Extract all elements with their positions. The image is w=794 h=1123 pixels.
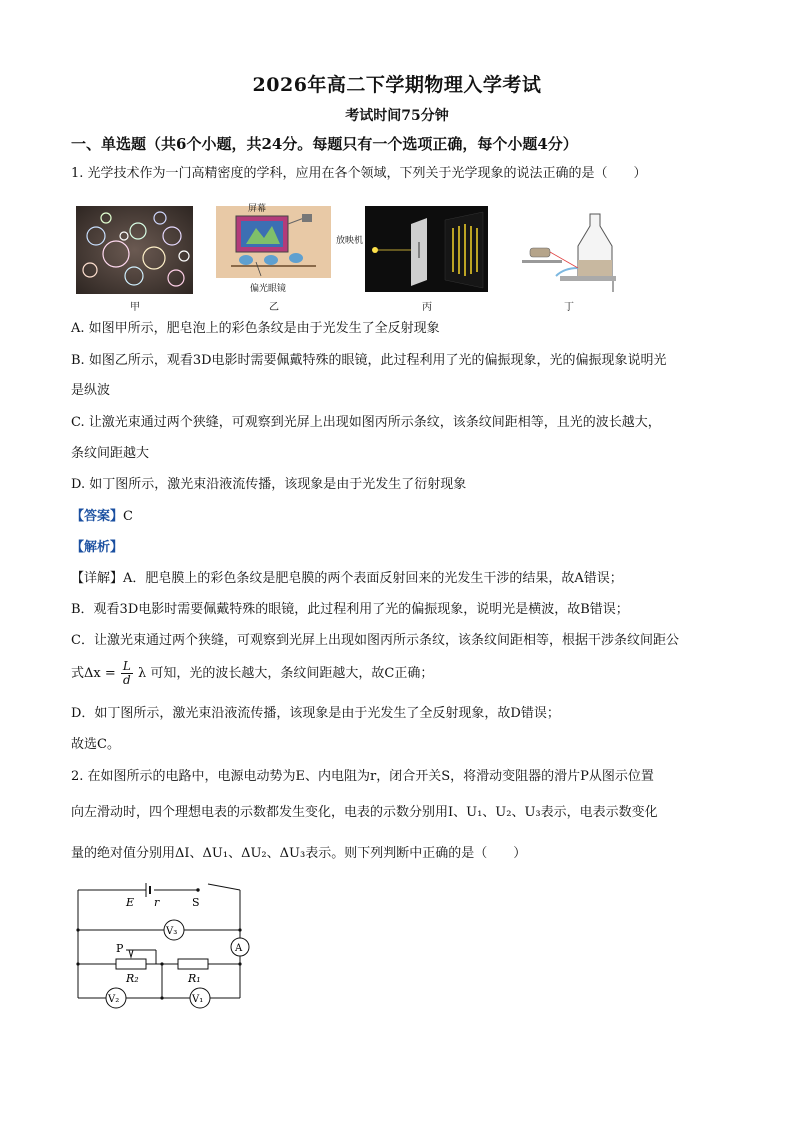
fig-soap-bubbles [76,206,193,294]
caption-jia: 甲 [130,302,140,313]
label-V3: V₃ [166,926,178,937]
label-screen: 屏幕 [248,204,267,214]
q1-stem: 1. 光学技术作为一门高精密度的学科，应用在各个领域，下列关于光学现象的说法正确的是（ ） [71,166,647,181]
label-glasses: 偏光眼镜 [250,284,287,294]
formula-prefix: 式Δx = [71,666,116,681]
analysis-c-line1: C．让激光束通过两个狭缝，可观察到光屏上出现如图丙所示条纹，该条纹间距相等，根据干涉条纹间距公 [71,633,679,648]
q1-option-b-line2: 是纵波 [71,383,111,398]
label-V2: V₂ [108,994,120,1005]
label-projector: 放映机 [336,236,364,246]
caption-bing: 丙 [422,302,432,313]
answer-label: 【答案】 [71,509,124,524]
analysis-c-line2 [71,660,433,687]
q1-option-d: D. 如丁图所示，激光束沿液流传播，该现象是由于光发生了衍射现象 [71,477,467,492]
analysis-d: D．如丁图所示，激光束沿液流传播，该现象是由于光发生了全反射现象，故D错误； [71,706,560,721]
page-title: 2026年高二下学期物理入学考试 [252,74,542,96]
q1-figures [76,206,636,311]
analysis-b: B．观看3D电影时需要佩戴特殊的眼镜，此过程利用了光的偏振现象，说明光是横波，故B错误； [71,602,629,617]
q2-circuit-diagram [74,880,254,1010]
q2-line3: 量的绝对值分别用ΔI、ΔU₁、ΔU₂、ΔU₃表示。则下列判断中正确的是（ ） [71,846,527,861]
label-R1: R₁ [188,972,201,985]
fig-laser-water [520,206,620,292]
q1-option-a: A. 如图甲所示，肥皂泡上的彩色条纹是由于光发生了全反射现象 [71,321,440,336]
answer-value: C [123,509,133,524]
q1-option-c-line1: C. 让激光束通过两个狭缝，可观察到光屏上出现如图丙所示条纹，该条纹间距相等，且光的波长越大， [71,415,661,430]
fraction-L-over-d [121,660,133,687]
q2-line1: 2. 在如图所示的电路中，电源电动势为E、内电阻为r，闭合开关S，将滑动变阻器的滑片P从图示位置 [71,769,654,784]
formula-suffix: λ 可知，光的波长越大，条纹间距越大，故C正确； [138,666,434,681]
label-S: S [192,896,200,909]
fig-3d-movie [216,206,331,278]
section-heading: 一、单选题（共6个小题，共24分。每题只有一个选项正确，每个小题4分） [71,135,578,153]
fig-double-slit [365,206,488,292]
analysis-label: 【解析】 [71,540,124,555]
label-V1: V₁ [192,994,204,1005]
exam-duration: 考试时间75分钟 [345,108,449,124]
q1-answer [71,508,133,526]
label-r: r [154,896,160,909]
caption-yi: 乙 [269,302,279,313]
analysis-conclusion: 故选C。 [71,737,120,752]
label-E: E [126,896,135,909]
label-R2: R₂ [126,972,139,985]
q1-option-c-line2: 条纹间距越大 [71,446,150,461]
label-P: P [116,942,124,955]
q1-option-b-line1: B. 如图乙所示，观看3D电影时需要佩戴特殊的眼镜，此过程利用了光的偏振现象，光的偏振现象说明光 [71,353,667,368]
q2-line2: 向左滑动时，四个理想电表的示数都发生变化，电表的示数分别用I、U₁、U₂、U₃表示，电表示数变化 [71,805,658,820]
label-A: A [235,943,243,954]
caption-ding: 丁 [564,302,574,313]
fraction-denominator: d [123,673,131,687]
analysis-a: 【详解】A．肥皂膜上的彩色条纹是肥皂膜的两个表面反射回来的光发生干涉的结果，故A错误； [71,571,623,586]
fraction-numerator: L [122,659,131,673]
